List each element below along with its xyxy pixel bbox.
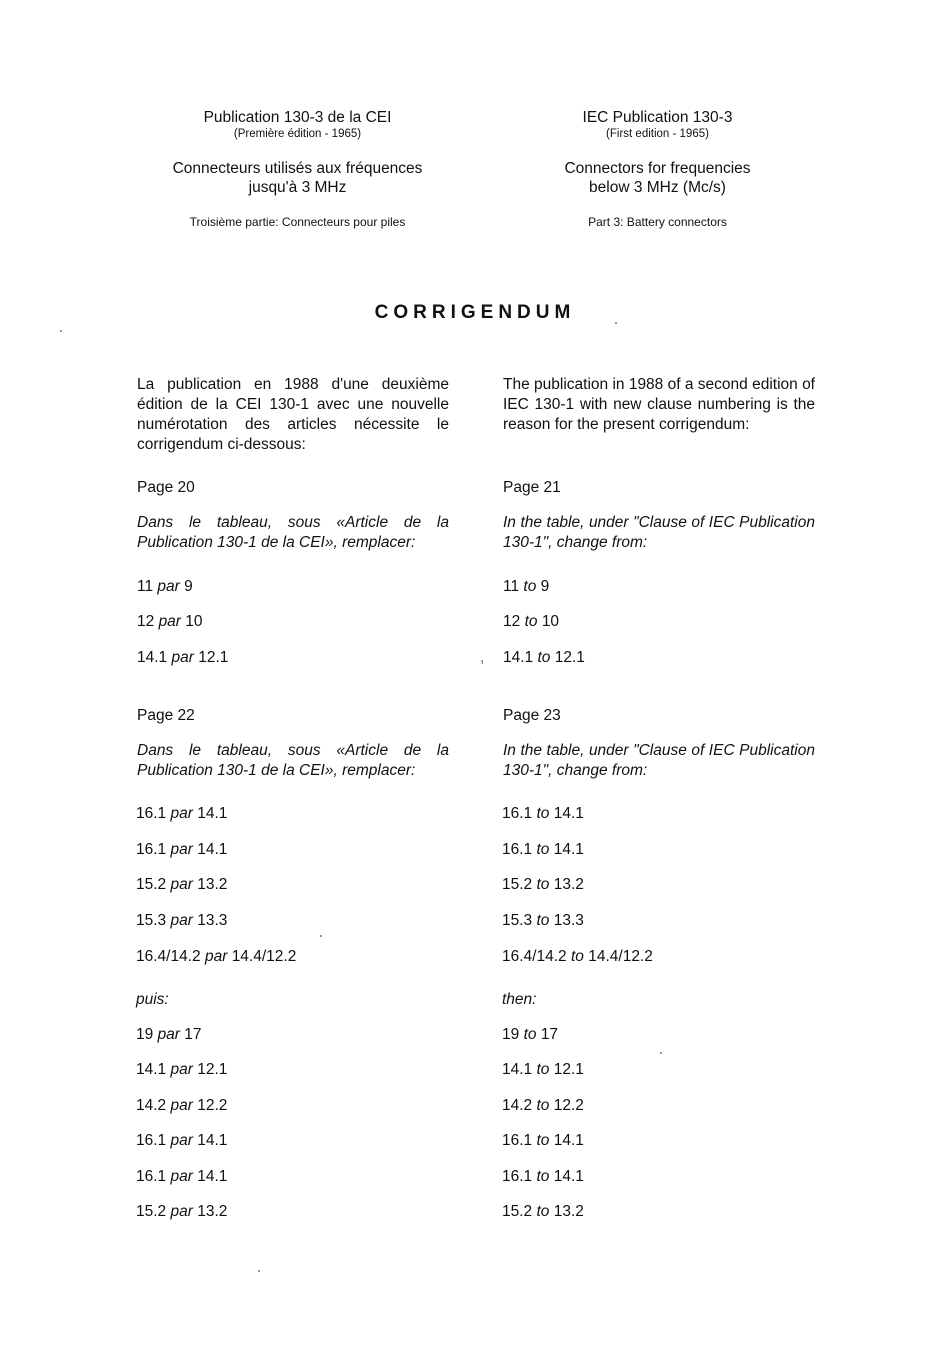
correction-en: 19 to 17	[502, 1026, 559, 1043]
instruction-en: In the table, under "Clause of IEC Publication 130-1", change from:	[503, 514, 815, 551]
correction-en: 16.1 to 14.1	[502, 1168, 584, 1185]
subject-line1-fr: Connecteurs utilisés aux fréquences	[172, 160, 423, 177]
correction-fr: 14.1 par 12.1	[136, 1061, 228, 1078]
part-fr: Troisième partie: Connecteurs pour piles	[189, 215, 406, 229]
correction-en: 14.1 to 12.1	[502, 1061, 584, 1078]
scan-speck	[660, 1052, 662, 1054]
corrigendum-heading: CORRIGENDUM	[374, 302, 576, 323]
correction-en: 15.3 to 13.3	[502, 912, 584, 929]
publication-title-en: IEC Publication 130-3	[582, 109, 733, 126]
correction-fr: 12 par 10	[137, 613, 203, 630]
correction-fr: 16.1 par 14.1	[136, 1132, 228, 1149]
correction-fr: 15.2 par 13.2	[136, 876, 228, 893]
header-fr	[120, 108, 475, 230]
correction-en: 16.1 to 14.1	[502, 841, 584, 858]
correction-fr: 14.2 par 12.2	[136, 1097, 228, 1114]
correction-en: 11 to 9	[503, 578, 550, 595]
scan-speck	[615, 322, 617, 324]
page-ref-en: Page 23	[503, 707, 561, 724]
scan-speck	[320, 935, 322, 937]
instruction-fr: Dans le tableau, sous «Article de la Publication 130-1 de la CEI», remplacer:	[137, 742, 449, 779]
correction-fr: 15.3 par 13.3	[136, 912, 228, 929]
header-en	[480, 108, 835, 230]
correction-fr: 16.1 par 14.1	[136, 841, 228, 858]
correction-en: 14.2 to 12.2	[502, 1097, 584, 1114]
publication-title-fr: Publication 130-3 de la CEI	[203, 109, 392, 126]
instruction-fr: Dans le tableau, sous «Article de la Publication 130-1 de la CEI», remplacer:	[137, 514, 449, 551]
page-ref-fr: Page 22	[137, 707, 195, 724]
part-en: Part 3: Battery connectors	[588, 215, 727, 229]
correction-en: 12 to 10	[503, 613, 560, 630]
correction-en: 15.2 to 13.2	[502, 876, 584, 893]
subject-line1-en: Connectors for frequencies	[564, 160, 751, 177]
page-ref-fr: Page 20	[137, 479, 195, 496]
then-label-en: then:	[502, 991, 537, 1008]
correction-fr: 16.1 par 14.1	[136, 805, 228, 822]
intro-fr: La publication en 1988 d'une deuxième édition de la CEI 130-1 avec une nouvelle numérotation des articles nécessite le corrigendum ci-dessous:	[137, 376, 449, 453]
correction-fr: 16.1 par 14.1	[136, 1168, 228, 1185]
correction-en: 16.4/14.2 to 14.4/12.2	[502, 948, 653, 965]
subject-line2-en: below 3 MHz (Mc/s)	[589, 179, 726, 196]
correction-fr: 16.4/14.2 par 14.4/12.2	[136, 948, 297, 965]
stray-comma: ,	[480, 649, 485, 666]
correction-fr: 19 par 17	[136, 1026, 202, 1043]
subject-line2-fr: jusqu'à 3 MHz	[248, 179, 347, 196]
scan-speck	[60, 330, 62, 332]
page-ref-en: Page 21	[503, 479, 561, 496]
correction-fr: 14.1 par 12.1	[137, 649, 229, 666]
correction-fr: 11 par 9	[137, 578, 193, 595]
correction-en: 16.1 to 14.1	[502, 1132, 584, 1149]
scan-speck	[258, 1270, 260, 1272]
correction-en: 15.2 to 13.2	[502, 1203, 584, 1220]
intro-en: The publication in 1988 of a second edition of IEC 130-1 with new clause numbering is the reason for the present corrigendum:	[503, 376, 815, 433]
edition-en: (First edition - 1965)	[606, 128, 709, 140]
correction-en: 14.1 to 12.1	[503, 649, 585, 666]
edition-fr: (Première édition - 1965)	[233, 128, 362, 140]
instruction-en: In the table, under "Clause of IEC Publication 130-1", change from:	[503, 742, 815, 779]
then-label-fr: puis:	[136, 991, 169, 1008]
correction-en: 16.1 to 14.1	[502, 805, 584, 822]
correction-fr: 15.2 par 13.2	[136, 1203, 228, 1220]
